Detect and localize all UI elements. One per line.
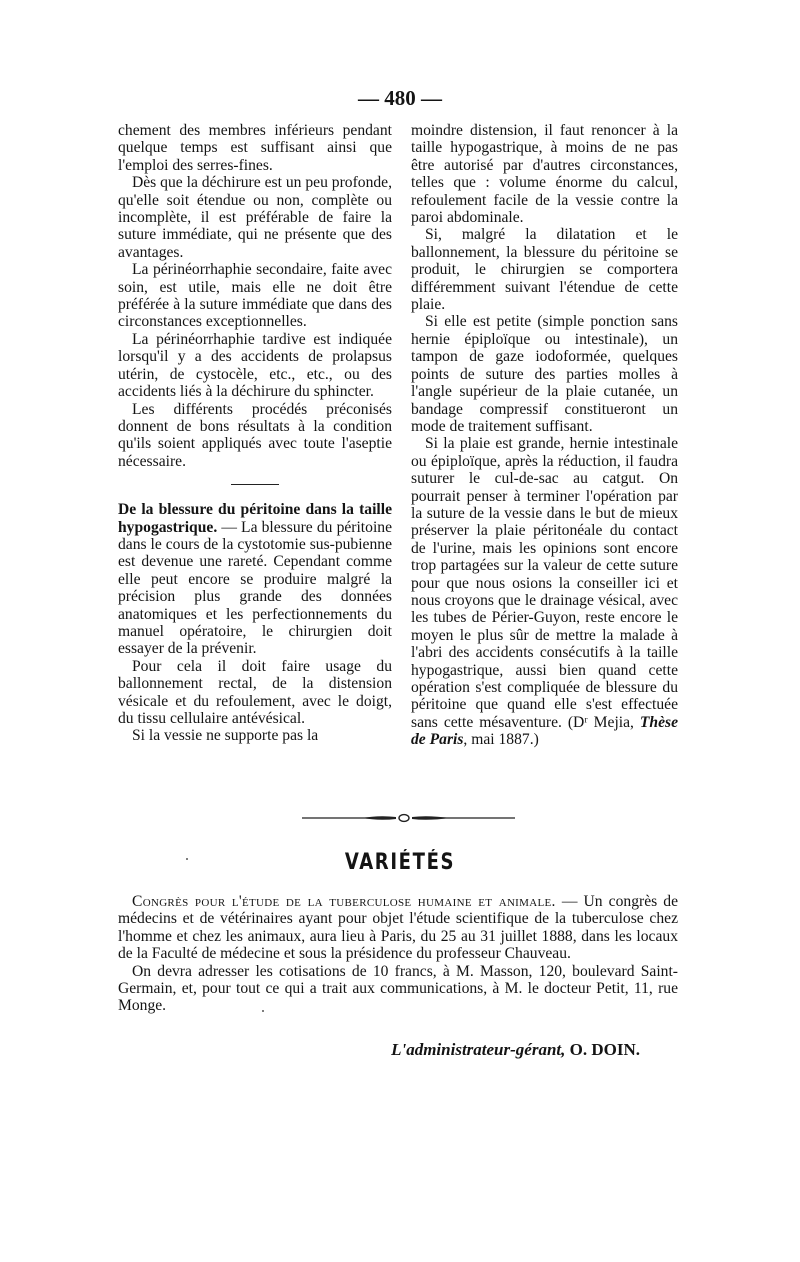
varietes-body <box>118 893 678 1015</box>
signature-role: L'administrateur-gérant, <box>391 1040 566 1059</box>
paragraph: chement des membres inférieurs pendant quelque temps est suffisant ainsi que l'emploi des serres-fines. <box>118 122 392 174</box>
ornament-divider <box>300 808 520 828</box>
paragraph: La périnéorrhaphie tardive est indiquée lorsqu'il y a des accidents de prolapsus utérin, de cystocèle, etc., etc., ou des accidents liés à la déchirure du sphincter. <box>118 330 392 401</box>
paragraph-text: Si la plaie est grande, hernie intestinale ou épiploïque, après la réduction, il faudra suturer le cul-de-sac au catgut. On pourrait penser à terminer l'opération par la suture de la vessie dans le but de mieux préserver la plaie péritonéale du contact de l'urine, mais les opinions sont encore trop partagées sur la valeur de cette suture pour que nous osions la conseiller ici et nous croyons que le drainage vésical, avec les tubes de Périer-Guyon, reste encore le moyen le plus sûr de mettre la malade à l'abri des accidents consécutifs à la taille hypogastrique, aussi bien quand cette opération s'est compliquée de blessure du péritoine que quand elle s'est effectuée sans cette mésaventure. (Dʳ Mejia, <box>411 435 678 731</box>
section-divider <box>231 484 279 485</box>
paragraph <box>118 893 678 963</box>
paragraph: Dès que la déchirure est un peu profonde, qu'elle soit étendue ou non, complète ou incomplète, il est préférable de faire la suture immédiate, qui ne présente que des avantages. <box>118 174 392 261</box>
paragraph-text: — Un congrès de médecins et de vétérinaires ayant pour objet l'étude scientifique de la tuberculose chez l'homme et chez les animaux, aura lieu à Paris, du 25 au 31 juillet 1888, dans les locaux de la Faculté de médecine et sous la présidence du professeur Chauveau. <box>118 893 678 963</box>
paragraph-text: , mai 1887.) <box>463 731 539 749</box>
signature <box>118 1040 640 1060</box>
paragraph: La périnéorrhaphie secondaire, faite avec soin, est utile, mais elle ne doit être préférée à la suture immédiate que dans des circonstances exceptionnelles. <box>118 261 392 331</box>
print-speck <box>262 1010 264 1012</box>
paragraph: moindre distension, il faut renoncer à la taille hypogastrique, à moins de ne pas être autorisé par d'autres circonstances, telles que : volume énorme du calcul, refoulement facile de la vessie contre la paroi abdominale. <box>411 122 678 227</box>
signature-name: O. DOIN. <box>569 1040 640 1059</box>
paragraph: Si, malgré la dilatation et le ballonnement, la blessure du péritoine se produit, le chirurgien se comportera différemment suivant l'étendue de cette plaie. <box>411 226 678 314</box>
page-number: — 480 — <box>358 86 442 110</box>
paragraph: Si la vessie ne supporte pas la <box>132 727 319 745</box>
print-speck <box>186 858 188 860</box>
paragraph: Les différents procédés préconisés donnent de bons résultats à la condition qu'ils soient appliqués avec toute l'aseptie nécessaire. <box>118 400 392 470</box>
paragraph: On devra adresser les cotisations de 10 francs, à M. Masson, 120, boulevard Saint-Germain, et, pour tout ce qui a trait aux communications, à M. le docteur Petit, 11, rue Monge. <box>118 962 678 1015</box>
left-column <box>118 122 392 745</box>
paragraph <box>411 435 678 748</box>
paragraph: Si elle est petite (simple ponction sans hernie épiploïque ou intestinale), un tampon de gaze iodoformée, quelques points de suture des parties molles à l'angle supérieur de la plaie cutanée, un bandage compressif constitueront un mode de traitement suffisant. <box>411 313 678 435</box>
right-column <box>411 122 678 749</box>
thesis-reference: Thèse de Paris <box>411 713 678 749</box>
section-heading: VARIÉTÉS <box>344 850 456 875</box>
section-paragraph <box>118 501 392 658</box>
lead-title: Congrès pour l'étude de la tuberculose humaine et animale. <box>132 893 556 910</box>
paragraph-text: — La blessure du péritoine dans le cours de la cystotomie sus-pubienne est devenue une rareté. Cependant comme elle peut encore se produire malgré la précision plus grande des données anatomiques et les perfectionnements du manuel opératoire, le chirurgien doit essayer de la prévenir. <box>118 518 392 658</box>
section-title: De la blessure du péritoine dans la taille hypogastrique. <box>118 501 392 536</box>
paragraph: Pour cela il doit faire usage du ballonnement rectal, de la distension vésicale et du refoulement, avec le doigt, du tissu cellulaire antévésical. <box>118 657 392 727</box>
